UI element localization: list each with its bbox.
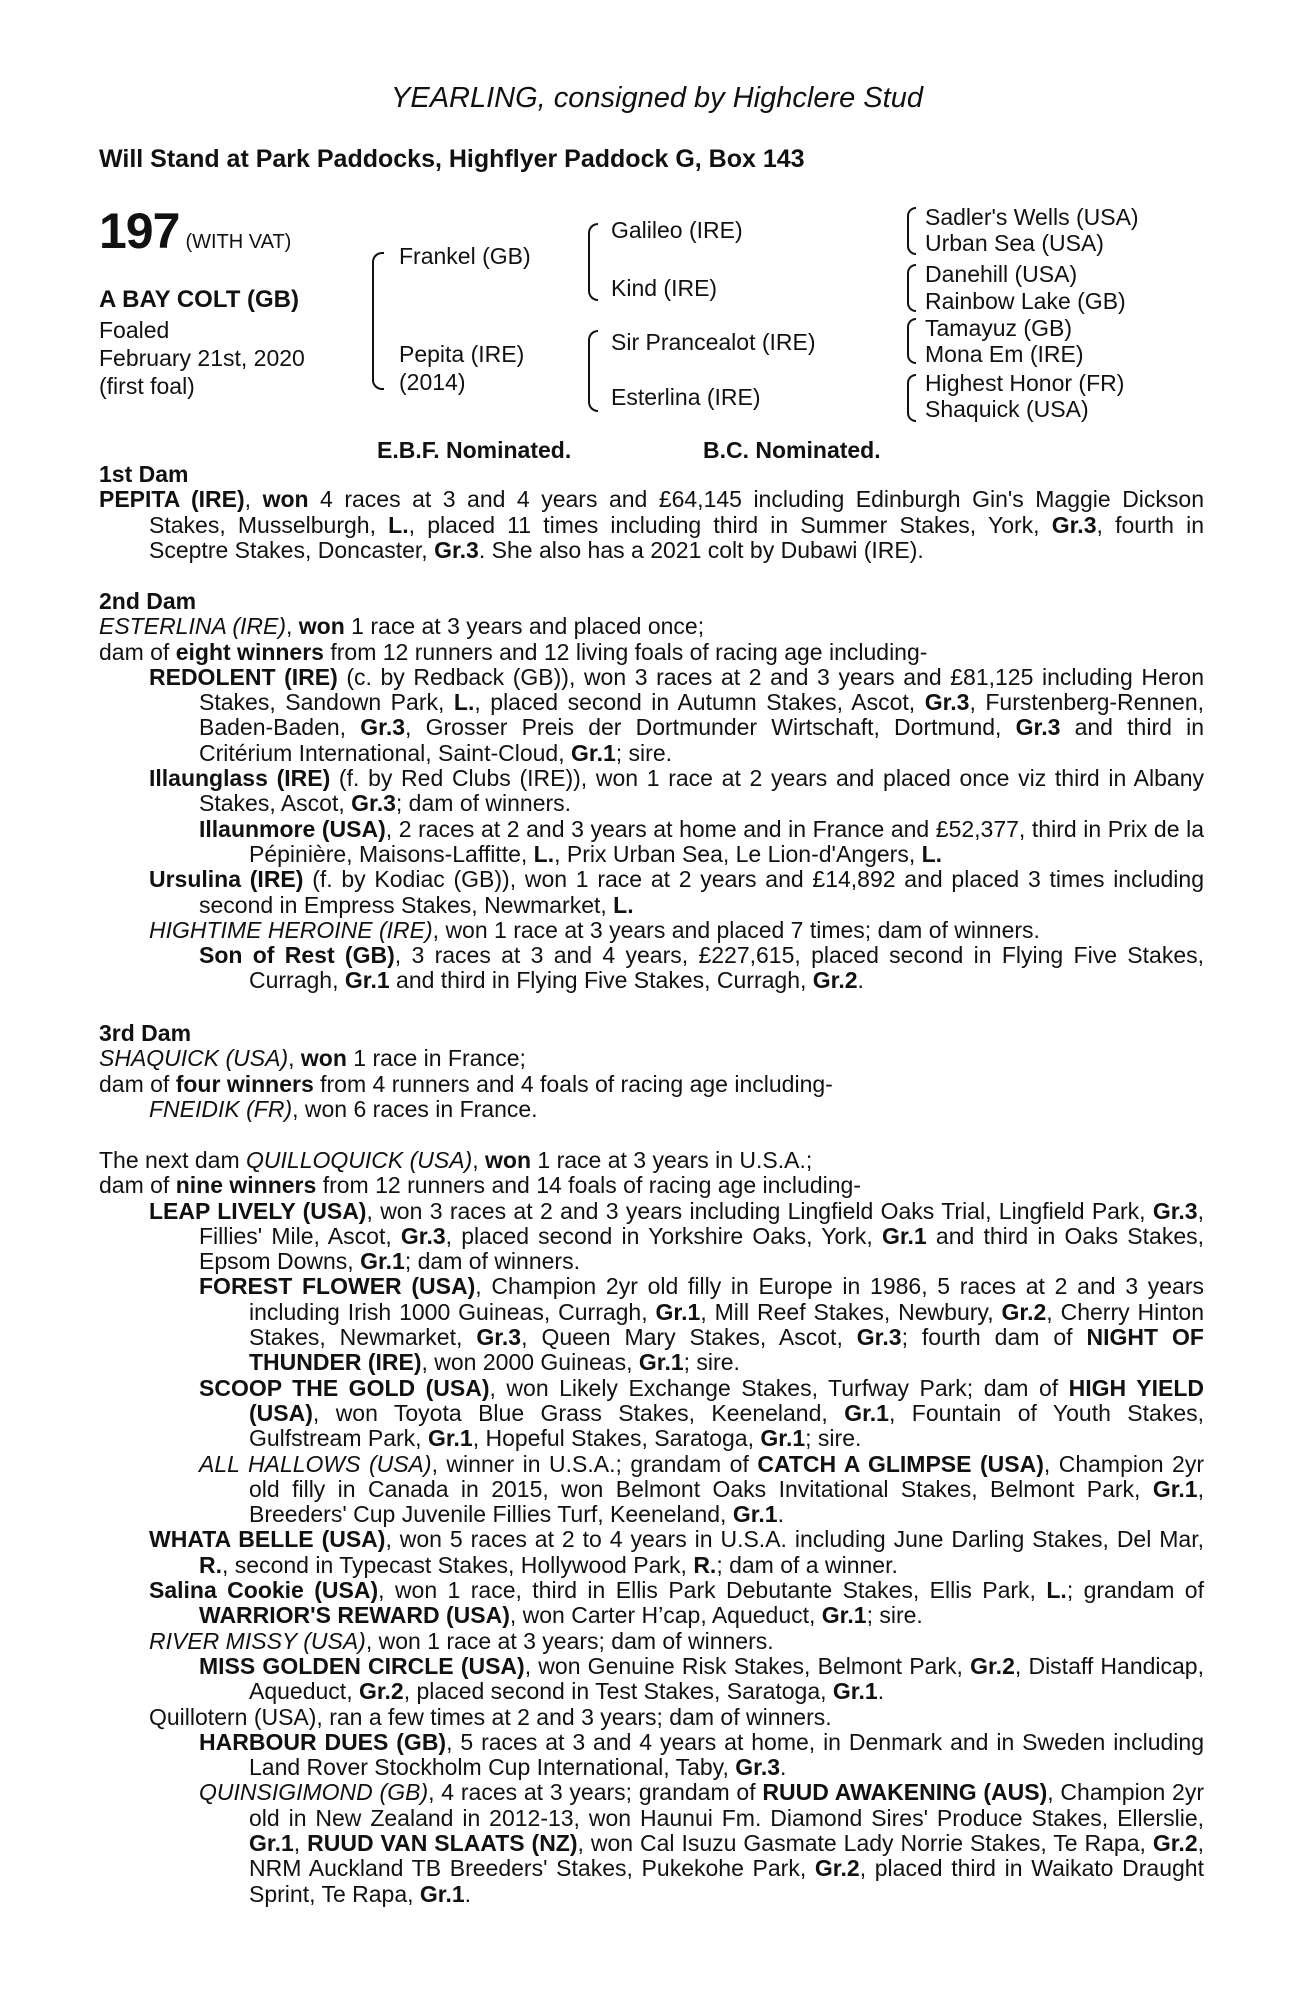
text-run: , [288,1045,301,1072]
text-run: , Champion 2yr old in New Zealand in 2012-13, won Haunui Fm. Diamond Sires' Produce Stakes, Ellerslie, [249,1779,1204,1831]
bold-run: SCOOP THE GOLD (USA) [199,1374,490,1401]
pedigree-g3-2: Urban Sea (USA) [925,230,1104,256]
text-run: , Fillies' Mile, Ascot, [199,1197,1204,1249]
third-dam-body [99,1046,1204,1122]
pedigree-g3-7: Highest Honor (FR) [925,370,1125,396]
bold-run: Gr.3 [476,1324,522,1351]
bold-run: L. [613,891,634,918]
lot-block [99,202,291,260]
text-run: , 4 races at 3 years; grandam of [428,1779,763,1806]
text-run: from 12 runners and 12 living foals of racing age including- [323,638,928,665]
bold-run: REDOLENT (IRE) [149,663,338,690]
text-run: from 12 runners and 14 foals of racing age including- [316,1172,861,1199]
entry-paragraph [99,1072,1204,1097]
text-run: , [293,1830,308,1857]
entry-paragraph [99,1452,1204,1528]
bold-run: Gr.1 [655,1298,701,1325]
text-run: , Champion 2yr old filly in Europe in 1986, 5 races at 2 and 3 years including Irish 1000 Guineas, Curragh, [249,1273,1204,1325]
entry-paragraph [99,1730,1204,1781]
bold-run: Gr.2 [814,1855,860,1882]
bold-run: Gr.3 [735,1754,781,1781]
bold-run: Gr.3 [1152,1197,1198,1224]
bold-run: Gr.1 [571,739,616,766]
text-run: , 2 races at 2 and 3 years at home and in France and £52,377, third in Prix de la Pépinière, Maisons-Laffitte, [249,815,1204,867]
entry-paragraph [99,943,1204,994]
text-run: , won 2000 Guineas, [421,1349,639,1376]
entry-paragraph [99,614,1204,639]
text-run: ; sire. [615,739,672,766]
bold-run: Gr.1 [427,1425,473,1452]
bold-run: RUUD VAN SLAATS (NZ) [307,1830,578,1857]
bold-run: Ursulina (IRE) [149,866,304,893]
text-run: , placed second in Autumn Stakes, Ascot, [474,689,925,716]
text-run: dam of [99,1172,176,1199]
entry-paragraph [99,1780,1204,1906]
entry-paragraph [99,640,1204,665]
bold-run: Gr.2 [1152,1830,1198,1857]
bold-run: Gr.1 [821,1602,867,1629]
text-run: , placed 11 times including third in Summer Stakes, York, [408,511,1052,538]
text-run: , [286,613,299,640]
entry-paragraph [99,1097,1204,1122]
third-dam-section [99,1021,1204,1122]
text-run: . [877,1678,885,1705]
first-dam-paragraph [99,487,1204,563]
first-dam-heading: 1st Dam [99,461,189,487]
text-run: , fourth in Sceptre Stakes, Doncaster, [149,511,1204,563]
text-run: (f. by Kodiac (GB)), won 1 race at 2 years and £14,892 and placed 3 times including second in Empress Stakes, Newmarket, [199,866,1204,918]
entry-paragraph [99,1199,1204,1275]
text-run: 1 race at 3 years in U.S.A.; [531,1147,813,1173]
entry-paragraph [99,918,1204,943]
text-run: , [244,486,263,513]
next-dam-section [99,1148,1204,1907]
text-run: , [472,1147,486,1173]
bold-run: WARRIOR'S REWARD (USA) [199,1602,510,1629]
consignment-heading: YEARLING, consigned by Highclere Stud [391,82,923,114]
foaled-line: Foaled [99,317,170,343]
text-run: , Cherry Hinton Stakes, Newmarket, [249,1298,1205,1351]
bold-run: LEAP LIVELY (USA) [149,1197,367,1224]
text-run: . [857,967,864,994]
text-run: , won 1 race at 3 years and placed 7 times; dam of winners. [432,916,1040,943]
pedigree-dam: Pepita (IRE) [399,341,525,367]
bold-run: eight winners [175,638,324,665]
text-run: 4 races at 3 and 4 years and £64,145 including Edinburgh Gin's Maggie Dickson Stakes, Musselburgh, [149,486,1204,538]
bold-run: Illaunglass (IRE) [149,765,331,792]
text-run: , Prix Urban Sea, Le Lion-d'Angers, [554,840,922,867]
bold-run: MISS GOLDEN CIRCLE (USA) [199,1652,525,1679]
pedigree-g3-1: Sadler's Wells (USA) [925,204,1139,230]
italic-run: HIGHTIME HEROINE (IRE) [149,916,433,943]
text-run: ; dam of a winner. [716,1551,898,1578]
text-run: , second in Typecast Stakes, Hollywood Park, [222,1551,694,1578]
bold-run: won [298,613,345,640]
text-run: , Hopeful Stakes, Saratoga, [472,1425,761,1452]
italic-run: QUINSIGIMOND (GB) [199,1779,429,1806]
pedigree-g3-5: Tamayuz (GB) [925,315,1072,341]
bold-run: L. [388,511,409,538]
text-run: , Champion 2yr old filly in Canada in 2015, won Belmont Oaks Invitational Stakes, Belmont Park, [249,1450,1205,1502]
bc-nomination: B.C. Nominated. [703,437,881,463]
pedigree-g3-4: Rainbow Lake (GB) [925,288,1126,314]
third-dam-heading: 3rd Dam [99,1020,192,1046]
entry-paragraph [99,1629,1204,1654]
foal-order: (first foal) [99,373,195,399]
pedigree-brace-sire [588,223,598,301]
bold-run: Gr.1 [360,1248,405,1275]
text-run: ; sire. [805,1425,862,1452]
entry-paragraph [99,867,1204,918]
text-run: , won Cal Isuzu Gasmate Lady Norrie Stakes, Te Rapa, [577,1830,1153,1857]
bold-run: PEPITA (IRE) [99,486,245,513]
bold-run: Gr.3 [1015,714,1061,741]
entry-paragraph [99,1173,1204,1198]
text-run: , won 1 race, third in Ellis Park Debutante Stakes, Ellis Park, [378,1577,1047,1604]
text-run: , Breeders' Cup Juvenile Fillies Turf, Keeneland, [249,1475,1204,1528]
text-run: , winner in U.S.A.; grandam of [431,1450,758,1477]
entry-paragraph [99,1705,1204,1730]
bold-run: Gr.1 [249,1830,294,1857]
text-run: , 5 races at 3 and 4 years at home, in Denmark and in Sweden including Land Rover Stockholm Cup International, Taby, [249,1728,1204,1781]
entry-paragraph [99,1046,1204,1071]
pedigree-g3-6: Mona Em (IRE) [925,341,1084,367]
pedigree-g3-8: Shaquick (USA) [925,396,1089,422]
foaling-info [99,316,305,400]
text-run: , Furstenberg-Rennen, Baden-Baden, [199,689,1205,741]
entry-paragraph [99,766,1204,817]
bold-run: Illaunmore (USA) [199,815,386,842]
bold-run: WHATA BELLE (USA) [149,1526,386,1553]
text-run: Quillotern (USA), ran a few times at 2 and 3 years; dam of winners. [149,1703,832,1730]
bold-run: Gr.2 [970,1652,1015,1679]
italic-run: ALL HALLOWS (USA) [199,1450,432,1477]
bold-run: L. [1046,1577,1067,1604]
bold-run: Gr.3 [400,1222,446,1249]
bold-run: won [262,486,309,513]
entry-paragraph [99,817,1204,868]
bold-run: Gr.3 [434,536,479,563]
entry-paragraph [99,665,1204,766]
bold-run: HARBOUR DUES (GB) [199,1728,447,1755]
bold-run: won [300,1045,347,1072]
pedigree-brace-main [372,252,384,390]
entry-paragraph [99,1148,1204,1173]
bold-run: Gr.3 [1051,511,1097,538]
text-run: , won 5 races at 2 to 4 years in U.S.A. including June Darling Stakes, Del Mar, [385,1526,1204,1553]
text-run: ; fourth dam of [901,1324,1087,1351]
stand-location: Will Stand at Park Paddocks, Highflyer Paddock G, Box 143 [99,145,805,173]
text-run: 1 race at 3 years and placed once; [344,613,705,640]
pedigree-dam-year: (2014) [399,369,466,395]
text-run: , won Likely Exchange Stakes, Turfway Park; dam of [489,1374,1069,1401]
text-run: from 4 runners and 4 foals of racing age including- [313,1070,833,1097]
bold-run: FOREST FLOWER (USA) [199,1273,476,1300]
pedigree-sire-dam: Kind (IRE) [611,275,718,301]
text-run: , won 3 races at 2 and 3 years including Lingfield Oaks Trial, Lingfield Park, [366,1197,1153,1224]
text-run: The next dam [99,1147,247,1173]
pedigree-sire-sire: Galileo (IRE) [611,217,743,243]
second-dam-body [99,614,1204,993]
bold-run: Gr.1 [844,1399,889,1426]
text-run: , placed third in Waikato Draught Sprint, Te Rapa, [249,1855,1204,1907]
bold-run: NIGHT OF THUNDER (IRE) [249,1324,1204,1376]
lot-number: 197 [99,203,180,259]
text-run: , placed second in Test Stakes, Saratoga, [403,1678,833,1705]
pedigree-sire: Frankel (GB) [399,243,531,269]
pedigree-g3-3: Danehill (USA) [925,261,1078,287]
entry-paragraph [99,1654,1204,1705]
text-run: , Distaff Handicap, Aqueduct, [249,1652,1204,1705]
bold-run: Gr.3 [856,1324,902,1351]
bold-run: Son of Rest (GB) [199,942,395,969]
pedigree-brace-g3-4 [907,374,916,422]
text-run: , Mill Reef Stakes, Newbury, [700,1298,1002,1325]
pedigree-brace-g3-1 [907,207,916,255]
bold-run: R. [693,1551,717,1578]
bold-run: nine winners [175,1172,317,1199]
text-run: dam of [99,638,176,665]
vat-label: (WITH VAT) [185,231,292,253]
lot-description: A BAY COLT (GB) [99,286,300,313]
italic-run: SHAQUICK (USA) [99,1045,289,1072]
pedigree-brace-g3-2 [907,264,916,312]
text-run: and third in Critérium International, Saint-Cloud, [199,714,1204,766]
text-run: , won Toyota Blue Grass Stakes, Keeneland, [312,1399,845,1426]
pedigree-dam-dam: Esterlina (IRE) [611,384,761,410]
bold-run: won [485,1147,532,1173]
text-run: . She also has a 2021 colt by Dubawi (IRE). [478,536,924,563]
text-run: , Grosser Preis der Dortmunder Wirtschaft, Dortmund, [405,714,1016,741]
text-run: ; dam of winners. [404,1248,580,1275]
bold-run: Gr.1 [832,1678,878,1705]
foaled-date: February 21st, 2020 [99,345,305,371]
text-run: , placed second in Yorkshire Oaks, York, [445,1222,882,1249]
ebf-nomination: E.B.F. Nominated. [377,437,572,463]
text-run: ; sire. [683,1349,740,1376]
bold-run: Gr.1 [419,1880,465,1907]
bold-run: CATCH A GLIMPSE (USA) [757,1450,1044,1477]
bold-run: Gr.3 [351,790,396,817]
text-run: , Queen Mary Stakes, Ascot, [521,1324,857,1351]
text-run: , won Carter H’cap, Aqueduct, [509,1602,822,1629]
bold-run: Gr.1 [760,1425,806,1452]
text-run: , won 6 races in France. [292,1095,538,1122]
text-run: . [777,1501,784,1528]
bold-run: Gr.2 [1001,1298,1047,1325]
text-run: ; sire. [866,1602,923,1629]
bold-run: Gr.1 [1152,1475,1198,1502]
bold-run: Gr.2 [812,967,858,994]
text-run: . [464,1880,472,1907]
text-run: , won Genuine Risk Stakes, Belmont Park, [524,1652,971,1679]
bold-run: L. [921,840,943,867]
pedigree-brace-dam [588,330,598,412]
text-run: and third in Oaks Stakes, Epsom Downs, [199,1222,1205,1275]
entry-paragraph [99,1274,1204,1375]
bold-run: L. [533,840,555,867]
text-run: (c. by Redback (GB)), won 3 races at 2 and 3 years and £81,125 including Heron Stakes, Sandown Park, [199,663,1204,716]
bold-run: Gr.3 [360,714,406,741]
bold-run: L. [453,689,475,716]
first-dam-section [99,462,1204,563]
text-run: ; grandam of [1066,1577,1204,1604]
text-run: , 3 races at 3 and 4 years, £227,615, placed second in Flying Five Stakes, Curragh, [249,942,1204,994]
bold-run: Gr.2 [358,1678,404,1705]
bold-run: Gr.1 [638,1349,684,1376]
bold-run: HIGH YIELD (USA) [249,1374,1204,1426]
text-run: , NRM Auckland TB Breeders' Stakes, Pukekohe Park, [249,1830,1205,1882]
bold-run: Gr.1 [344,967,390,994]
bold-run: Salina Cookie (USA) [149,1577,379,1604]
bold-run: Gr.3 [924,689,970,716]
next-dam-body [99,1148,1204,1907]
bold-run: R. [199,1551,222,1578]
second-dam-heading: 2nd Dam [99,588,197,614]
italic-run: FNEIDIK (FR) [149,1095,293,1122]
text-run: . [780,1754,787,1781]
bold-run: RUUD AWAKENING (AUS) [762,1779,1048,1806]
italic-run: RIVER MISSY (USA) [149,1627,366,1654]
text-run: 1 race in France; [346,1045,526,1072]
text-run: ; dam of winners. [395,790,572,817]
italic-run: QUILLOQUICK (USA) [246,1147,473,1173]
entry-paragraph [99,1527,1204,1578]
text-run: dam of [99,1070,176,1097]
pedigree-brace-g3-3 [907,318,916,364]
italic-run: ESTERLINA (IRE) [99,613,287,640]
text-run: , Fountain of Youth Stakes, Gulfstream Park, [249,1399,1204,1452]
second-dam-section [99,589,1204,994]
text-run: (f. by Red Clubs (IRE)), won 1 race at 2 years and placed once viz third in Albany Stakes, Ascot, [199,765,1204,817]
entry-paragraph [99,1578,1204,1629]
text-run: and third in Flying Five Stakes, Curragh, [389,967,813,994]
text-run: , won 1 race at 3 years; dam of winners. [365,1627,774,1654]
bold-run: Gr.1 [732,1501,778,1528]
bold-run: Gr.1 [881,1222,927,1249]
entry-paragraph [99,1376,1204,1452]
bold-run: four winners [175,1070,314,1097]
pedigree-dam-sire: Sir Prancealot (IRE) [611,329,816,355]
